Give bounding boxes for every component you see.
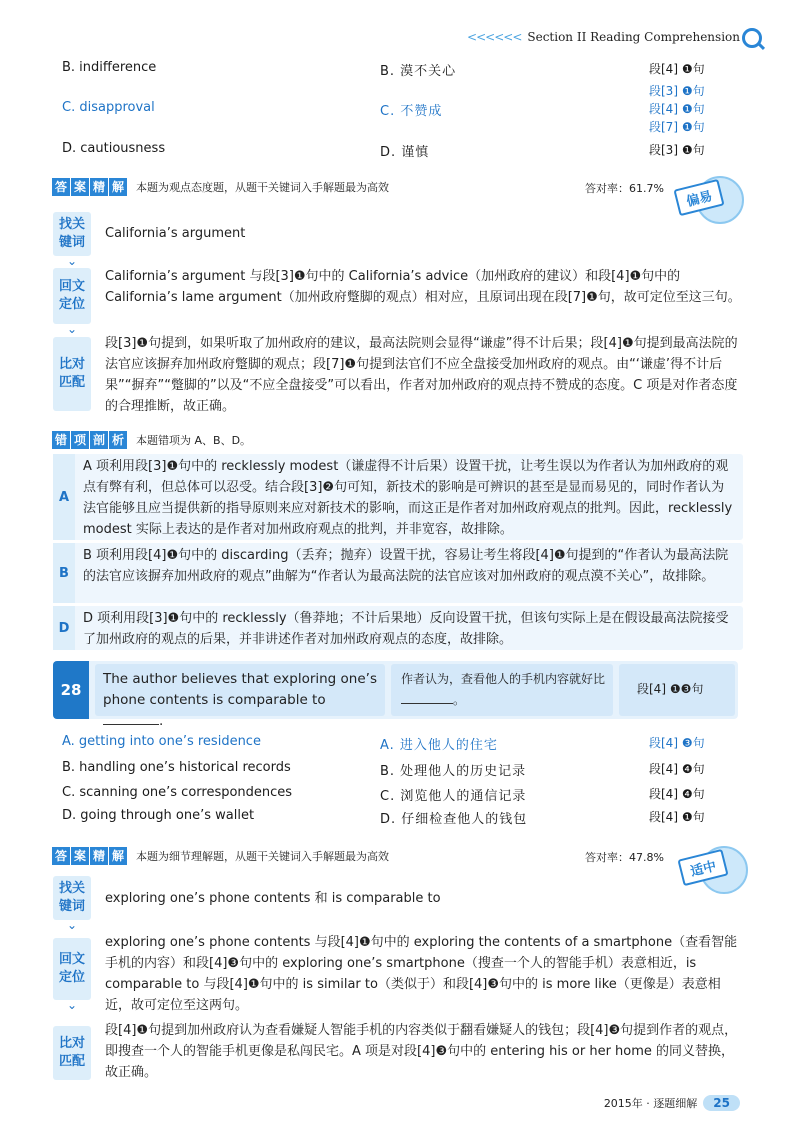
error-item-b bbox=[53, 543, 743, 603]
accuracy-rate: 答对率：61.7% bbox=[585, 182, 664, 195]
banner-char: 答 bbox=[52, 847, 70, 865]
tag-keyword: 找关键词 ⌄ bbox=[53, 212, 91, 256]
badge-label: 偏易 bbox=[673, 179, 724, 216]
keyword-text: California’s argument bbox=[105, 226, 246, 241]
en-stem bbox=[103, 669, 385, 732]
footer-text: 2015年 · 逐题细解 bbox=[603, 1097, 698, 1110]
page-footer bbox=[604, 1095, 740, 1111]
en-stem-end: . bbox=[159, 713, 164, 729]
banner-char: 答 bbox=[52, 178, 70, 196]
tag-keyword: 找关键词 ⌄ bbox=[53, 876, 91, 920]
stem-ref: 段[4] ❶❸句 bbox=[637, 682, 704, 696]
option-refs bbox=[649, 82, 705, 136]
option-cn: B. 处理他人的历史记录 bbox=[380, 764, 527, 779]
tag-locate: 回文定位 ⌄ bbox=[53, 268, 91, 324]
accuracy-rate: 答对率：47.8% bbox=[585, 851, 664, 864]
difficulty-badge bbox=[676, 846, 748, 886]
q-search-icon bbox=[742, 28, 762, 48]
banner-char: 项 bbox=[71, 431, 89, 449]
option-row bbox=[62, 760, 722, 778]
option-en: C. disapproval bbox=[62, 100, 155, 115]
error-item-d bbox=[53, 606, 743, 650]
error-letter: A bbox=[53, 454, 75, 540]
answer-banner bbox=[52, 846, 389, 866]
banner-desc: 本题错项为 A、B、D。 bbox=[136, 434, 252, 447]
option-row bbox=[62, 141, 722, 159]
tag-compare: 比对匹配 bbox=[53, 337, 91, 411]
keyword-text: exploring one’s phone contents 和 is comparable to bbox=[105, 891, 441, 906]
error-letter: B bbox=[53, 543, 75, 603]
option-en: D. going through one’s wallet bbox=[62, 808, 255, 823]
option-en: C. scanning one’s correspondences bbox=[62, 785, 293, 800]
question-number: 28 bbox=[53, 661, 89, 719]
option-row bbox=[62, 60, 722, 78]
error-banner bbox=[52, 430, 251, 450]
locate-text: exploring one’s phone contents 与段[4]❶句中的 exploring the contents of a smartphone（查看智能手机的内容）和段[4]❸句中的 exploring one’s smartphone（搜查一个人的智能手机）表意相近，is comparable to 与段[4]❶句中的 is similar to（类似于）和段[4]❸句中的 is more like（更像是）表意相近，故可定位至这两句。 bbox=[105, 935, 738, 1013]
option-ref: 段[4] ❸句 bbox=[649, 736, 705, 750]
option-refs bbox=[649, 60, 705, 78]
option-row bbox=[62, 785, 722, 803]
option-ref: 段[4] ❶句 bbox=[649, 62, 705, 76]
page-number: 25 bbox=[703, 1095, 740, 1111]
tag-compare: 比对匹配 bbox=[53, 1026, 91, 1080]
section-title: Section II Reading Comprehension bbox=[527, 30, 740, 44]
answer-banner bbox=[52, 177, 389, 197]
option-refs bbox=[649, 141, 705, 159]
option-row bbox=[62, 734, 722, 752]
error-letter: D bbox=[53, 606, 75, 650]
option-en: B. handling one’s historical records bbox=[62, 760, 291, 775]
banner-desc: 本题为细节理解题，从题干关键词入手解题最为高效 bbox=[136, 850, 389, 863]
option-ref: 段[4] ❶句 bbox=[649, 102, 705, 116]
cn-stem bbox=[401, 669, 607, 711]
banner-char: 案 bbox=[71, 847, 89, 865]
option-cn: D. 仔细检查他人的钱包 bbox=[380, 812, 528, 827]
banner-char: 错 bbox=[52, 431, 70, 449]
banner-char: 精 bbox=[90, 178, 108, 196]
option-ref: 段[4] ❶句 bbox=[649, 810, 705, 824]
compare-text: 段[3]❶句提到，如果听取了加州政府的建议，最高法院则会显得“谦虚”得不计后果；段[4]❶句提到最高法院的法官应该摒弃加州政府蹩脚的观点；段[7]❶句提到法官们不应全盘接受加州政府的观点。由“‘谦虚’得不计后果”“摒弃”“蹩脚的”以及“不应全盘接受”可以看出，作者对加州政府的观点持不赞成的态度。C 项是对作者态度的合理推断，故正确。 bbox=[105, 336, 738, 414]
option-ref: 段[7] ❶句 bbox=[649, 120, 705, 134]
option-row bbox=[62, 808, 722, 826]
arrows-icon: <<<<<< bbox=[467, 30, 522, 44]
banner-char: 剖 bbox=[90, 431, 108, 449]
option-cn: C. 不赞成 bbox=[380, 104, 443, 119]
option-en: A. getting into one’s residence bbox=[62, 734, 261, 749]
en-stem-text: The author believes that exploring one’s phone contents is comparable to bbox=[103, 671, 377, 708]
option-en: B. indifference bbox=[62, 60, 157, 75]
banner-desc: 本题为观点态度题，从题干关键词入手解题最为高效 bbox=[136, 181, 389, 194]
option-row bbox=[62, 84, 722, 134]
option-ref: 段[4] ❹句 bbox=[649, 762, 705, 776]
running-header bbox=[467, 30, 740, 44]
difficulty-badge bbox=[672, 176, 744, 216]
cn-stem-text: 作者认为，查看他人的手机内容就好比 bbox=[401, 672, 606, 686]
option-cn: A. 进入他人的住宅 bbox=[380, 738, 498, 753]
error-text: D 项利用段[3]❶句中的 recklessly（鲁莽地；不计后果地）反向设置干扰，但该句实际上是在假设最高法院接受了加州政府的观点的后果，并非讲述作者对加州政府观点的态度，故排除。 bbox=[83, 611, 729, 647]
banner-char: 精 bbox=[90, 847, 108, 865]
banner-char: 解 bbox=[109, 178, 127, 196]
error-text: A 项利用段[3]❶句中的 recklessly modest（谦虚得不计后果）设置干扰，让考生误以为作者认为加州政府的观点有弊有利，但总体可以忍受。结合段[3]❷句可知，新技术的影响是可辨识的甚至是显而易见的，同时作者认为法官能够且应当提供新的指导原则来应对新技术的影响，而这正是作者对加州政府观点的批判。因此，recklessly modest 实际上表达的是作者对加州政府观点的批判，并非宽容，故排除。 bbox=[83, 459, 733, 537]
option-ref: 段[4] ❹句 bbox=[649, 787, 705, 801]
question-card bbox=[53, 661, 738, 729]
option-cn: B. 漠不关心 bbox=[380, 64, 457, 79]
error-text: B 项利用段[4]❶句中的 discarding（丢弃；抛弃）设置干扰，容易让考生将段[4]❶句提到的“作者认为最高法院的法官应该摒弃加州政府的观点”曲解为“作者认为最高法院的法官应该对加州政府的观点漠不关心”，故排除。 bbox=[83, 548, 729, 584]
blank bbox=[103, 724, 159, 725]
badge-label: 适中 bbox=[677, 849, 728, 886]
tag-locate: 回文定位 ⌄ bbox=[53, 938, 91, 1000]
error-item-a bbox=[53, 454, 743, 540]
option-ref: 段[3] ❶句 bbox=[649, 143, 705, 157]
option-cn: C. 浏览他人的通信记录 bbox=[380, 789, 527, 804]
option-cn: D. 谨慎 bbox=[380, 145, 430, 160]
option-ref: 段[3] ❶句 bbox=[649, 84, 705, 98]
banner-char: 案 bbox=[71, 178, 89, 196]
banner-char: 析 bbox=[109, 431, 127, 449]
compare-text: 段[4]❶句提到加州政府认为查看嫌疑人智能手机的内容类似于翻看嫌疑人的钱包；段[4]❸句提到作者的观点，即搜查一个人的智能手机更像是私闯民宅。A 项是对段[4]❸句中的 entering his or her home 的同义替换，故正确。 bbox=[105, 1023, 738, 1080]
blank bbox=[401, 703, 453, 704]
banner-char: 解 bbox=[109, 847, 127, 865]
locate-text: California’s argument 与段[3]❶句中的 California’s advice（加州政府的建议）和段[4]❶句中的 California’s lame argument（加州政府蹩脚的观点）相对应，且原词出现在段[7]❶句，故可定位至这三句。 bbox=[105, 269, 741, 305]
cn-stem-end: 。 bbox=[453, 693, 466, 707]
option-en: D. cautiousness bbox=[62, 141, 166, 156]
